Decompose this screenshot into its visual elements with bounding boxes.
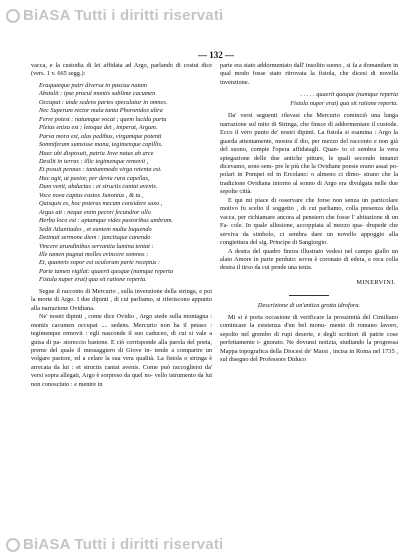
body-line: vello istrumento da lui non conosciuto : e mentre in (31, 372, 212, 388)
body-paragraph (31, 313, 212, 389)
body-line: Ovidiana. (69, 304, 95, 312)
body-line: strano che la tradizione Ovidiana intorno al sonno di (220, 171, 398, 187)
watermark-bottom (6, 536, 223, 553)
page-number: — 132 — (198, 50, 234, 60)
body-line: un particolare motivo fu scelto il soggetto , di cui (220, 196, 398, 213)
section-title: Descrizione di un'antica grotta idrofora. (257, 302, 361, 310)
body-line: una lunga narrazione sul mito di Siringa, che finsce (220, 112, 398, 128)
body-line: gnorato. Ne dovunsi notizia, studiando la progressa (263, 339, 398, 347)
body-paragraph (31, 288, 212, 313)
body-paragraph (220, 62, 398, 87)
body-line: Segue il racconto di Mercurio , sulla invenzione (39, 287, 165, 295)
body-line: Da' versi seguenti rilevasi che Mercurio cominciò (228, 112, 372, 120)
body-line: pre le più che la Ovidiane poesie erano assai po- (275, 162, 399, 170)
verse-line: Argus ait : neque enim pecori fecundior ullo (39, 208, 151, 216)
body-line: novello appoggio alla congiettura del sig. Principe (220, 230, 399, 247)
body-paragraph (220, 197, 398, 248)
body-line: lui : et structis cantat avenis. Come può raccogliersi (62, 363, 205, 371)
body-line: è coronato di edera, e reca colla destra il tirso da cui (220, 255, 398, 272)
body-line: Roma nel 1735 , sul disegno del Professore Diduco (220, 347, 399, 364)
ovid-verse-block (31, 82, 212, 285)
body-paragraph (220, 112, 398, 197)
body-line: Mi si è porta occasione di verificare la prossimità (228, 313, 363, 321)
verse-line: Nec Superum rector mala tanta Phoronidos ultra (39, 107, 163, 115)
verse-line: Vincere arundinibus servantia lumina tentat : (39, 242, 154, 250)
library-logo-icon (6, 538, 20, 552)
body-line: e non già del suono, compie l'opera affidatagli. Quan- (220, 137, 398, 154)
body-line: Argo era divulgata nelle due sepolte città. (220, 179, 399, 196)
verse-line: Fistula nuper erat) qua sit ratione reperta. (290, 99, 398, 107)
body-line: nostri dipinti. La fistola si esamina : Argo la guarda (220, 129, 398, 145)
body-line: polari in Pompei ed in Ercolano: o almeno ci dimo- (220, 171, 361, 179)
body-line: deserte, e degli scrittori di patrie cose perfettamente i- (220, 330, 399, 347)
verse-line: Parva mora est, alas pedibus, virgamque potenti (39, 132, 162, 140)
body-line: attentamente, mostra il dio, per mezzo del racconto (239, 137, 374, 145)
body-line: parliamo, colla presenza della vacca, per richiamare (220, 205, 398, 221)
verse-line: Et posuit pennas : tantummodo virga retenta est. (39, 166, 162, 174)
body-line: nasconde il suo caduceo, di cui si vale a guisa di pa- (31, 330, 212, 346)
verse-line: Desilit in terras : illic tegimenque removit , (39, 157, 149, 165)
body-line: E qui mi piace di osservare che forse non senza (228, 196, 362, 204)
verse-line: Dum venit, abductas : et structis cantat avenis. (39, 183, 158, 191)
left-column (31, 62, 212, 389)
watermark-top (6, 7, 223, 24)
verse-line: Voce nova captus custos Junonius , & tu , (39, 191, 144, 199)
body-line: A destra del quadro finora illustrato vedesi nel (228, 247, 356, 255)
body-paragraph (220, 248, 398, 273)
body-line: cole. In quale allusione, accoppiata al mezzo qua- (231, 222, 364, 230)
body-line: to ci sembra la vera spiegazione delle due antiche (220, 146, 399, 162)
body-line: storeccio bastone. E ciò corrisponde alla parola del (63, 338, 197, 346)
body-line: di Sangiorgio. (292, 239, 328, 247)
verse-line: Eraquaeque patri diversa in pascua natam (39, 81, 147, 89)
body-line: poeta, preme del quale il messaggiero di Giove in- (31, 338, 212, 354)
right-column (220, 62, 398, 365)
body-line: del Cimiliano comincare la esistenza d'un bel monu- (220, 313, 398, 330)
verse-line: Hac agit, ut pastor, per devia rura capellas, (39, 174, 150, 182)
intro-paragraph (31, 62, 212, 79)
body-line: Mappa topografica della Diocesi de' Marsi , incisa in (220, 347, 356, 355)
verse-line: Et, quamvis sopor est oculorum parte receptus : (39, 259, 161, 267)
verse-line: Herba loco est : aptamque vides pastoribus umbram. (39, 217, 173, 225)
verse-line: Occupat : unde sedens partes speculatur in omnes. (39, 98, 168, 106)
verse-line: Ferre potest : natumque vocat ; quem lucida partu (39, 115, 167, 123)
verse-line: Fistula nuper erat) qua sit ratione reperta. (39, 276, 147, 284)
body-line: Ne' nostri dipinti , come dice Ovidio , Argo siede (39, 313, 170, 321)
verse-line: Abstulit : ipse procul montis sublime cacumen (39, 90, 156, 98)
body-line: fistola, che dicesi di novella invenzione. (220, 70, 398, 86)
watermark-text: BiASA Tutti i diritti riservati (23, 7, 224, 24)
body-line: pende una tenia. (271, 264, 313, 272)
body-line: di cui parliamo, si riferiscono appunto alla narrazione (31, 296, 213, 312)
body-line: parte era stato addormentato dall' insolito suono , si (220, 62, 353, 69)
body-line: da' versi sopra allegati, Argo è sorpreso da quel no- (31, 363, 212, 380)
body-line: drupede che serviva da simbolo, ci sembra dare un (220, 222, 399, 238)
verse-line: . . . . . quaerit quoque (namque reperta (300, 91, 398, 99)
body-line: della siringa, e poi la morte di Argo. I due dipinti , (31, 287, 213, 304)
author-signature: MINERVINI. (356, 278, 396, 286)
verse-line: Quisquis es, hoc poteras mecum considere saxo , (39, 200, 163, 208)
verse-line: Ille tamen pugnat molles evincere somnos : (39, 250, 149, 258)
body-paragraph (220, 314, 398, 365)
body-line: mento di romano lavoro, sepolto nel grembo di rupi (220, 322, 399, 338)
body-line: di addormentare il custode. Ecco il vero punto de' (220, 120, 398, 137)
body-line: sulla montagna : montis cacumen occupat .... sedens. (31, 313, 212, 329)
body-line: tende a comparire un volgare pastore, ed a celare la (31, 346, 213, 363)
verse-line: Detinuit sermone diem : junctisque canendo (39, 234, 151, 242)
body-line: ancora al pensiero che fosse l' abitazione di un Fa- (220, 213, 398, 230)
verse-line: Pleias enixa est ; letoque det , imperat, Argum. (39, 124, 158, 132)
body-line: campo giallo un alato Amore in parte perduto: sovra (220, 247, 398, 263)
verse-line: Sedit Atlantiades , et euntem multa loquendo (39, 225, 152, 233)
intro-line: vacca, e la custodia di lei affidata ad Argo, parlando (31, 62, 176, 69)
intro-line: di costui dice (vers. 1 v. 665 segg.): (31, 62, 212, 78)
section-divider (289, 295, 329, 296)
body-line: fa a domandare in qual modo fosse stato ritrovata la (220, 62, 398, 78)
body-line: Mercurio non ha il petaso : tegimenque removit : egli (31, 321, 212, 338)
verse-line: Somniferam sumsisse manu, tegimenque capillis. (39, 141, 163, 149)
body-line: sua vera qualità. La fistola o siringa è arrecata da (31, 355, 212, 371)
watermark-text: BiASA Tutti i diritti riservati (23, 536, 224, 553)
quoted-verse (220, 91, 398, 108)
verse-line: Haec ubi disposuit, patria Jove natus ab arce (39, 149, 154, 157)
verse-line: Parte tamen vigilat: quaerit quoque (namque reperta (39, 267, 174, 275)
library-logo-icon (6, 9, 20, 23)
body-line: pitture, le quali secondo innanzi dicevamo, sono sem- (220, 154, 398, 170)
